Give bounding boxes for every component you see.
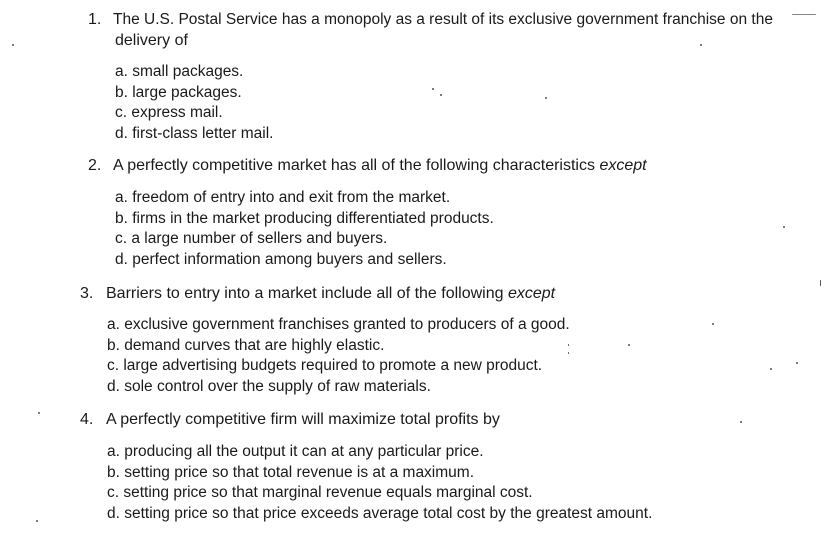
scan-speck [432, 88, 434, 90]
option-c: c. setting price so that marginal revenue equals marginal cost. [107, 484, 533, 501]
option-a: a. producing all the output it can at any particular price. [107, 443, 484, 460]
question-emphasis: except [507, 285, 556, 302]
scan-speck [783, 226, 785, 228]
scan-speck [820, 280, 821, 286]
question-number: 4. [80, 411, 94, 428]
scan-speck [568, 352, 569, 354]
scan-speck [545, 97, 547, 99]
scan-speck [36, 520, 38, 522]
question-text [113, 156, 647, 176]
option-b: b. demand curves that are highly elastic. [107, 336, 385, 354]
option-b: b. large packages. [115, 83, 242, 101]
question-text: The U.S. Postal Service has a monopoly as a result of its exclusive government franchise on the [113, 11, 773, 28]
question-text: A perfectly competitive firm will maximize total profits by [106, 411, 500, 428]
question-stem: A perfectly competitive market has all of the following characteristics [113, 157, 595, 174]
question-text-continued: delivery of [115, 32, 188, 49]
options-list [115, 62, 273, 144]
scan-speck [740, 421, 742, 423]
question-number: 3. [80, 285, 94, 302]
scan-speck [796, 362, 798, 364]
options-list [107, 315, 570, 397]
option-c: c. a large number of sellers and buyers. [115, 230, 388, 247]
scan-speck [38, 412, 40, 414]
question-4 [80, 410, 820, 535]
option-c: c. large advertising budgets required to promote a new product. [107, 357, 543, 374]
question-number: 2. [88, 157, 102, 174]
scan-speck [712, 323, 714, 325]
option-d: d. first-class letter mail. [115, 124, 274, 142]
scan-speck [440, 94, 442, 96]
option-a: a. freedom of entry into and exit from the market. [115, 189, 451, 206]
question-emphasis: except [599, 157, 647, 174]
question-text [106, 284, 555, 304]
question-1 [88, 10, 828, 140]
scan-speck [700, 44, 702, 46]
options-list [115, 188, 494, 270]
option-d: d. sole control over the supply of raw materials. [107, 377, 431, 395]
option-c: c. express mail. [115, 104, 223, 121]
option-a: a. exclusive government franchises granted to producers of a good. [107, 316, 570, 333]
option-a: a. small packages. [115, 63, 244, 80]
scan-speck [770, 368, 772, 370]
option-d: d. setting price so that price exceeds average total cost by the greatest amount. [107, 504, 653, 522]
scan-speck [12, 44, 14, 46]
scan-speck [628, 344, 630, 346]
question-3 [80, 284, 820, 404]
option-b: b. setting price so that total revenue is at a maximum. [107, 463, 475, 481]
question-2 [88, 156, 828, 276]
options-list [107, 442, 652, 524]
question-stem: Barriers to entry into a market include all of the following [106, 285, 504, 302]
option-d: d. perfect information among buyers and sellers. [115, 250, 447, 268]
scan-speck [792, 14, 816, 15]
option-b: b. firms in the market producing differentiated products. [115, 209, 494, 227]
question-number: 1. [88, 11, 102, 28]
scan-speck [568, 344, 569, 346]
